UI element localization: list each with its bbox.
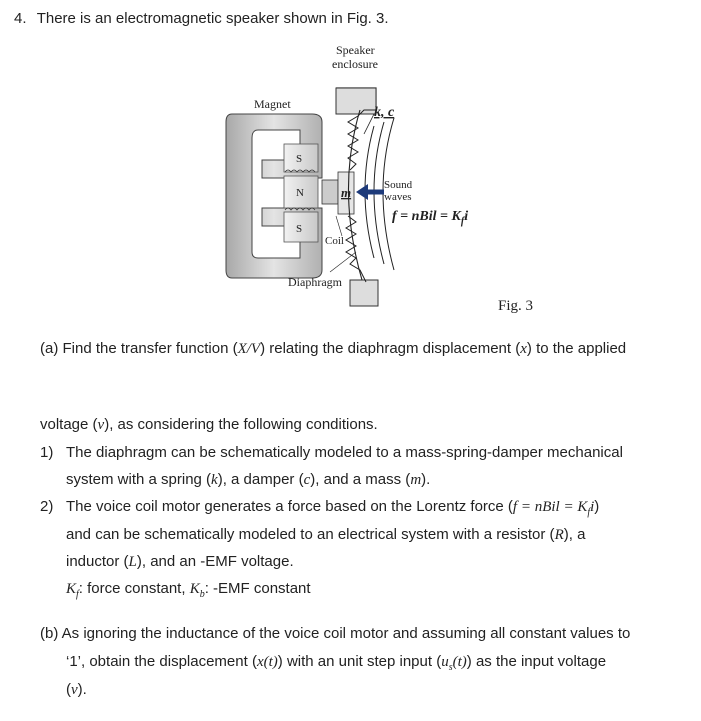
math-Kb: K — [189, 581, 200, 597]
part-a-line1 — [40, 340, 626, 358]
math-sub-f: f — [76, 589, 79, 600]
part-a-text: ) to the applied — [526, 340, 627, 357]
item2-text: : force constant, — [78, 580, 190, 597]
part-a-text: voltage ( — [40, 416, 98, 433]
speaker-figure — [0, 30, 701, 360]
math-i: i — [590, 499, 595, 515]
part-a-text: ), as considering the following conditions. — [104, 416, 378, 433]
problem-intro: There is an electromagnetic speaker shown in Fig. 3. — [36, 10, 389, 27]
math-L: L — [128, 554, 137, 570]
item2-line2 — [66, 526, 585, 544]
part-b-text: ) as the input voltage — [466, 653, 607, 670]
problem-heading — [14, 10, 389, 27]
part-b-text: ). — [77, 681, 87, 698]
math-x: x — [520, 341, 527, 357]
item2-text: inductor ( — [66, 553, 129, 570]
item2-text: ) — [594, 498, 600, 515]
part-b-text: ( — [66, 681, 71, 698]
math-sub-f: f — [587, 507, 591, 518]
math-v: v — [97, 417, 105, 433]
math-m: m — [410, 472, 422, 488]
item1-text: system with a spring ( — [66, 471, 212, 488]
math-c: c — [303, 472, 311, 488]
math-R: R — [554, 527, 564, 543]
problem-number: 4. — [14, 10, 27, 27]
math-v: v — [71, 682, 78, 698]
math-x-over-v: X/V — [237, 341, 261, 357]
diaphragm-label: Diaphragm — [288, 275, 342, 289]
part-a-text: ) relating the diaphragm displacement ( — [260, 340, 521, 357]
math-sub-s: s — [448, 662, 453, 673]
enclosure-label-2: enclosure — [332, 57, 378, 71]
item2-text: and can be schematically modeled to an electrical system with a resistor ( — [66, 526, 555, 543]
item1-text: ). — [421, 471, 431, 488]
figure-caption: Fig. 3 — [498, 298, 534, 314]
item1-text: ), a damper ( — [217, 471, 304, 488]
item2-text: ), and an -EMF voltage. — [136, 553, 294, 570]
item2-line3 — [66, 553, 294, 571]
math-force-eq: f = nBil = K — [512, 499, 588, 515]
pole-s-top-label: S — [296, 153, 303, 165]
item2-text: ), a — [563, 526, 586, 543]
item2-line4 — [66, 580, 311, 600]
math-sub-b: b — [199, 589, 205, 600]
item2-line1 — [66, 498, 599, 518]
part-b-line1: (b) As ignoring the inductance of the voice coil motor and assuming all constant values to — [40, 625, 631, 642]
coil-former — [322, 180, 338, 204]
math-u: u — [441, 654, 449, 670]
kc-label: k, c — [374, 105, 395, 120]
item1-text: ), and a mass ( — [310, 471, 411, 488]
math-t: (t) — [452, 654, 467, 670]
sound-label-1: Sound — [384, 179, 413, 191]
math-Kf: K — [66, 581, 77, 597]
coil-label: Coil — [325, 235, 344, 247]
math-k: k — [211, 472, 218, 488]
item1-line2 — [66, 471, 430, 489]
pole-s-bottom-label: S — [296, 223, 303, 235]
mass-label: m — [341, 185, 352, 200]
force-equation: f = nBil = $K_fi$ — [392, 209, 469, 227]
part-a-text: (a) Find the transfer function ( — [40, 340, 238, 357]
enclosure-label-1: Speaker — [336, 43, 375, 57]
item2-text: The voice coil motor generates a force based on the Lorentz force ( — [66, 498, 513, 515]
sound-label-2: waves — [384, 191, 412, 203]
item2-text: : -EMF constant — [204, 580, 311, 597]
item1-number: 1) — [40, 444, 54, 461]
part-b-text: ‘1’, obtain the displacement ( — [66, 653, 257, 670]
part-a-line2 — [40, 416, 378, 434]
part-b-line2 — [66, 653, 606, 673]
enclosure-bottom-block — [350, 280, 378, 306]
coil-leader — [336, 216, 342, 236]
part-b-line3 — [66, 681, 87, 699]
spring-bottom — [346, 216, 366, 282]
item2-number: 2) — [40, 498, 54, 515]
part-b-text: ) with an unit step input ( — [277, 653, 442, 670]
magnet-label: Magnet — [254, 97, 291, 111]
pole-n-label: N — [296, 187, 304, 199]
item1-line1: The diaphragm can be schematically modeled to a mass-spring-damper mechanical — [66, 444, 623, 461]
force-arrowhead — [356, 184, 368, 200]
math-x-t: x(t) — [256, 654, 278, 670]
